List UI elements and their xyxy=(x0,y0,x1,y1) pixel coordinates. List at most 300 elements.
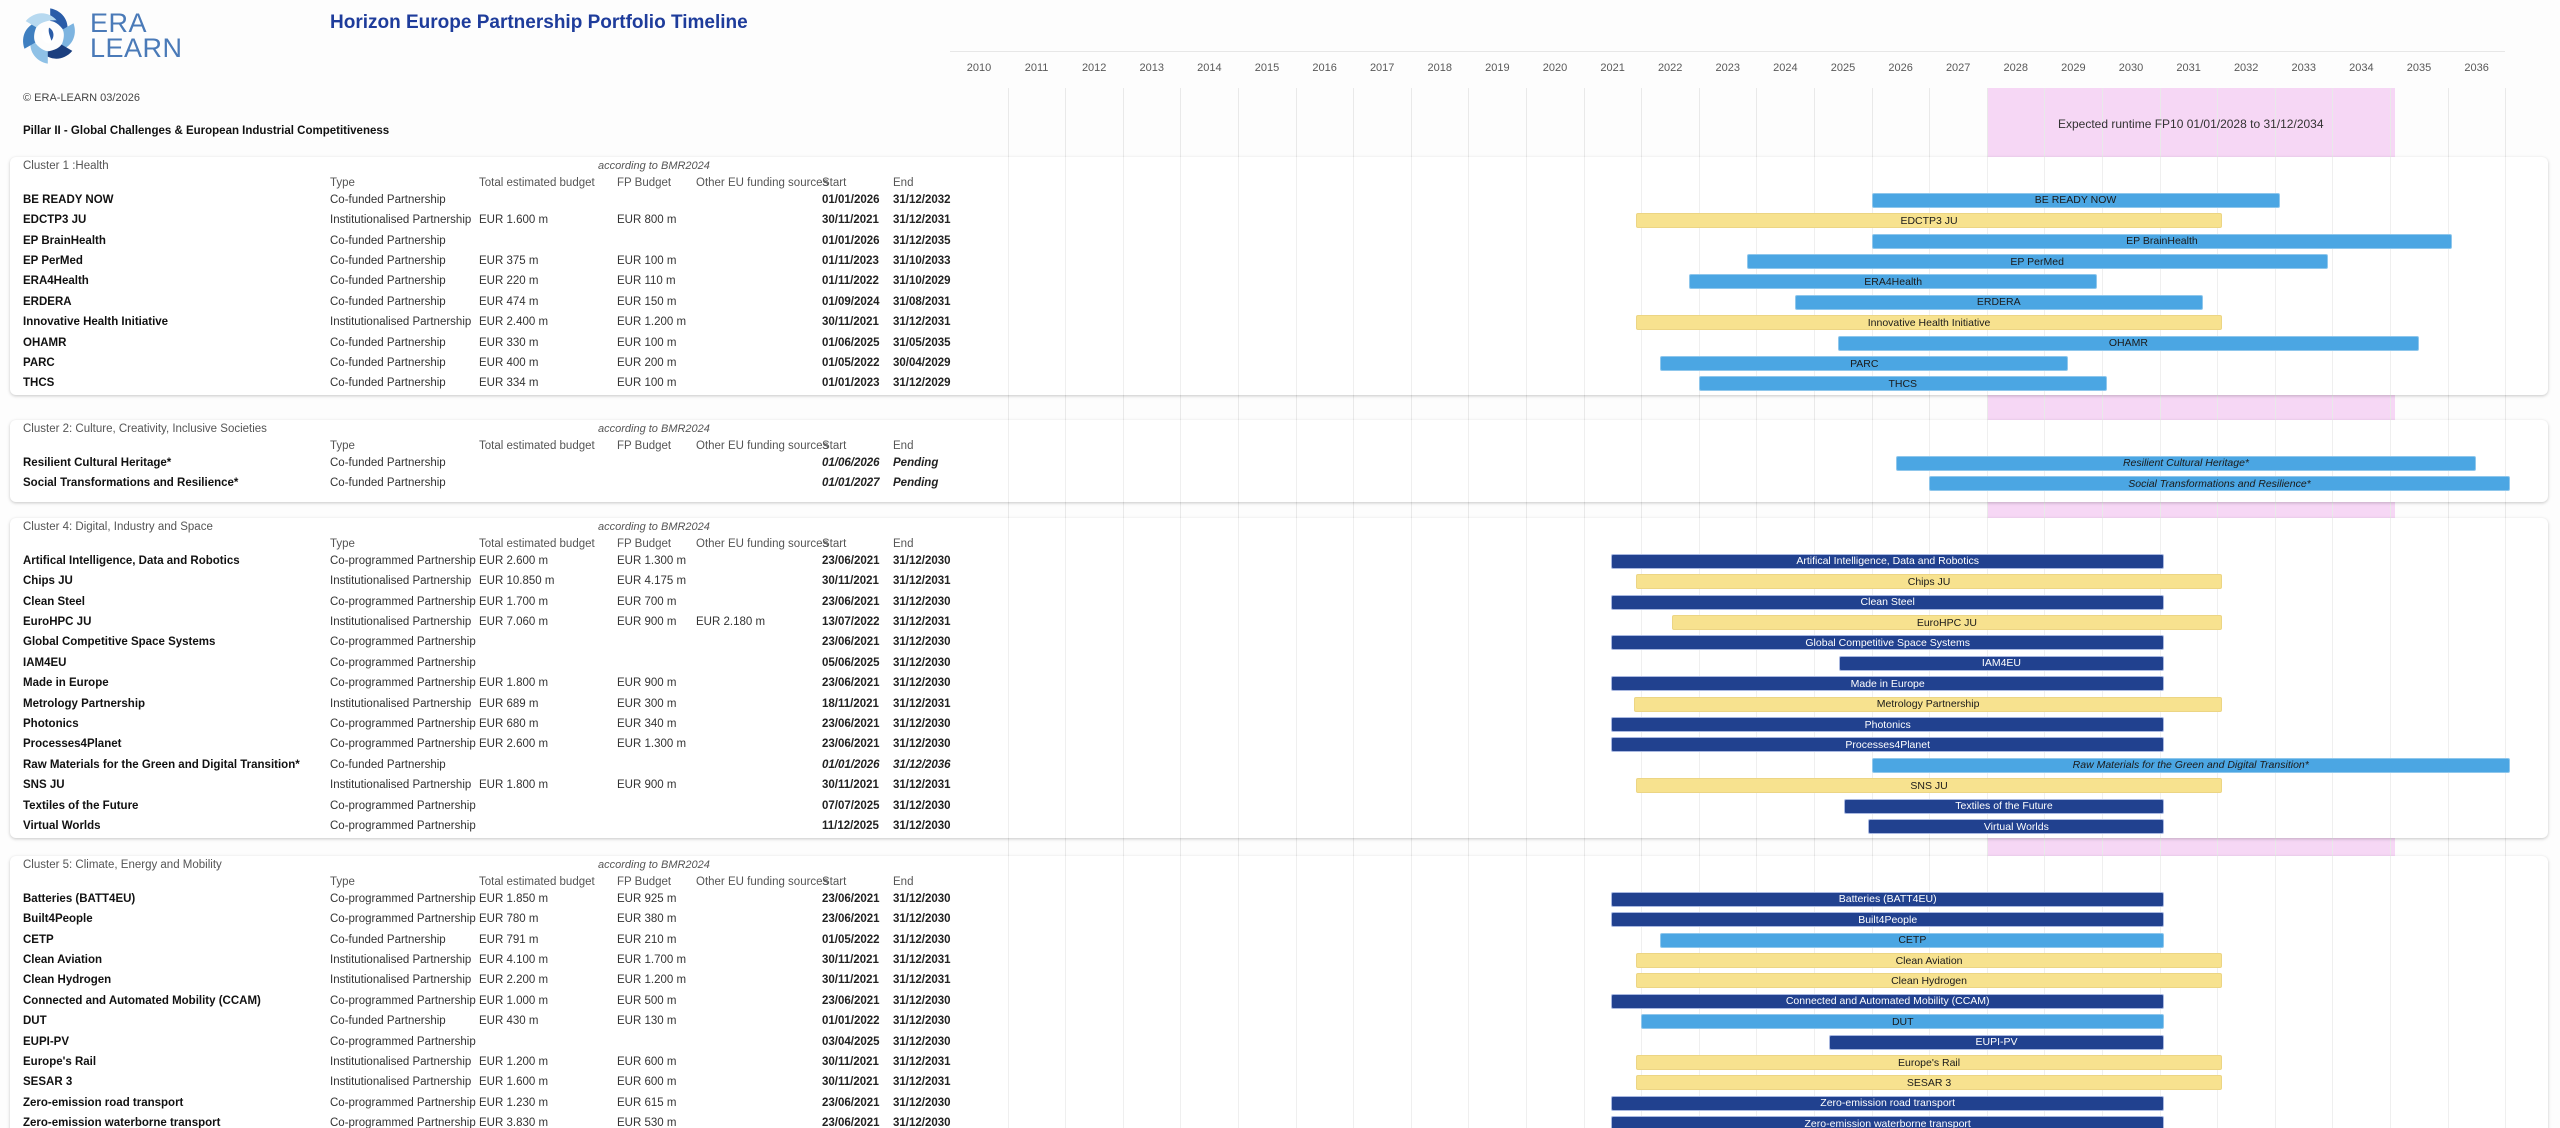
start-date: 01/11/2023 xyxy=(822,255,879,267)
logo-line-1: ERA xyxy=(90,8,148,38)
timeline-bar: Chips JU xyxy=(1636,574,2222,589)
end-date: 31/12/2030 xyxy=(893,554,951,567)
cluster-card xyxy=(10,420,2548,502)
partnership-name: Innovative Health Initiative xyxy=(23,316,169,329)
total-estimated-budget: EUR 375 m xyxy=(479,255,539,267)
partnership-row xyxy=(10,694,2548,715)
timeline-bar: SESAR 3 xyxy=(1636,1075,2222,1090)
end-date: 31/12/2035 xyxy=(893,234,951,247)
partnership-row xyxy=(10,889,2548,910)
partnership-row xyxy=(10,1093,2548,1114)
start-date: 23/06/2021 xyxy=(822,913,880,926)
partnership-row xyxy=(10,612,2548,633)
year-label: 2027 xyxy=(1945,62,1971,74)
start-date: 23/06/2021 xyxy=(822,595,880,608)
end-date: 31/12/2030 xyxy=(893,636,951,649)
cluster-title: Cluster 1 :Health xyxy=(23,160,109,172)
timeline-bar: Connected and Automated Mobility (CCAM) xyxy=(1611,994,2164,1009)
total-estimated-budget: EUR 1.000 m xyxy=(479,994,549,1007)
year-label: 2032 xyxy=(2233,62,2259,74)
end-date: Pending xyxy=(893,477,939,490)
total-estimated-budget: EUR 10.850 m xyxy=(479,575,555,588)
timeline-bar: Built4People xyxy=(1611,912,2164,927)
partnership-type: Co-funded Partnership xyxy=(330,933,446,946)
bmr2024-note: according to BMR2024 xyxy=(598,859,710,871)
total-estimated-budget: EUR 2.200 m xyxy=(479,974,549,987)
fp-budget: EUR 1.200 m xyxy=(617,316,687,329)
partnership-row xyxy=(10,909,2548,930)
fp-budget: EUR 100 m xyxy=(617,255,677,267)
partnership-name: Artifical Intelligence, Data and Robotics xyxy=(23,554,240,567)
timeline-bar: EUPI-PV xyxy=(1829,1035,2165,1050)
partnership-row xyxy=(10,271,2548,292)
partnership-type: Co-programmed Partnership xyxy=(330,677,476,690)
page-title: Horizon Europe Partnership Portfolio Timeline xyxy=(330,12,748,33)
partnership-name: Zero-emission waterborne transport xyxy=(23,1117,221,1128)
partnership-type: Institutionalised Partnership xyxy=(330,974,472,987)
year-label: 2026 xyxy=(1888,62,1913,74)
fp-budget: EUR 600 m xyxy=(617,1076,677,1089)
partnership-type: Co-programmed Partnership xyxy=(330,913,476,926)
column-header-start: Start xyxy=(822,538,847,550)
partnership-type: Co-programmed Partnership xyxy=(330,799,476,812)
start-date: 01/01/2026 xyxy=(822,234,880,247)
end-date: 31/12/2030 xyxy=(893,595,951,608)
end-date: 31/12/2030 xyxy=(893,656,951,669)
total-estimated-budget: EUR 689 m xyxy=(479,697,539,710)
partnership-row xyxy=(10,571,2548,592)
end-date: 30/04/2029 xyxy=(893,357,951,369)
total-estimated-budget: EUR 3.830 m xyxy=(479,1117,549,1128)
timeline-bar: CETP xyxy=(1660,933,2164,948)
partnership-name: Clean Aviation xyxy=(23,954,103,966)
start-date: 23/06/2021 xyxy=(822,738,880,751)
start-date: 30/11/2021 xyxy=(822,954,879,966)
timeline-bar: DUT xyxy=(1641,1014,2164,1029)
partnership-type: Institutionalised Partnership xyxy=(330,1056,472,1068)
partnership-row xyxy=(10,653,2548,674)
end-date: 31/12/2030 xyxy=(893,718,951,730)
end-date: 31/12/2031 xyxy=(893,779,951,792)
timeline-bar: OHAMR xyxy=(1838,336,2419,351)
column-header-type: Type xyxy=(330,440,355,452)
total-estimated-budget: EUR 1.230 m xyxy=(479,1096,549,1109)
end-date: 31/12/2031 xyxy=(893,974,951,987)
end-date: 31/12/2029 xyxy=(893,377,951,390)
column-header-end: End xyxy=(893,177,914,189)
end-date: 31/12/2030 xyxy=(893,1117,951,1128)
total-estimated-budget: EUR 400 m xyxy=(479,357,539,369)
partnership-row xyxy=(10,292,2548,313)
logo-line-2: LEARN xyxy=(90,33,183,63)
partnership-row xyxy=(10,1032,2548,1053)
other-eu-funding: EUR 2.180 m xyxy=(696,616,766,628)
end-date: 31/08/2031 xyxy=(893,295,951,308)
partnership-type: Institutionalised Partnership xyxy=(330,1076,472,1089)
end-date: Pending xyxy=(893,456,939,469)
year-label: 2019 xyxy=(1485,62,1510,74)
timeline-bar: EP PerMed xyxy=(1747,254,2328,269)
column-header-start: Start xyxy=(822,177,847,189)
partnership-name: SNS JU xyxy=(23,779,65,792)
fp-budget: EUR 110 m xyxy=(617,275,676,288)
total-estimated-budget: EUR 1.200 m xyxy=(479,1056,549,1068)
year-label: 2014 xyxy=(1197,62,1222,74)
start-date: 05/06/2025 xyxy=(822,656,880,669)
year-label: 2012 xyxy=(1081,62,1107,74)
column-header-budget: Total estimated budget xyxy=(479,538,595,550)
partnership-name: Built4People xyxy=(23,913,93,926)
partnership-name: OHAMR xyxy=(23,336,67,349)
cluster-title: Cluster 5: Climate, Energy and Mobility xyxy=(23,859,222,871)
start-date: 01/11/2022 xyxy=(822,275,879,288)
partnership-row xyxy=(10,734,2548,755)
start-date: 01/06/2025 xyxy=(822,336,880,349)
fp-budget: EUR 100 m xyxy=(617,336,677,349)
fp-budget: EUR 900 m xyxy=(617,616,677,628)
partnership-row xyxy=(10,673,2548,694)
partnership-row xyxy=(10,551,2548,572)
partnership-type: Co-funded Partnership xyxy=(330,477,446,490)
start-date: 23/06/2021 xyxy=(822,1117,880,1128)
start-date: 23/06/2021 xyxy=(822,1096,880,1109)
timeline-bar: PARC xyxy=(1660,356,2068,371)
end-date: 31/12/2031 xyxy=(893,954,951,966)
start-date: 30/11/2021 xyxy=(822,575,879,588)
column-header-type: Type xyxy=(330,538,355,550)
partnership-name: DUT xyxy=(23,1015,47,1028)
timeline-bar: Virtual Worlds xyxy=(1868,819,2164,834)
cluster-card xyxy=(10,157,2548,395)
partnership-type: Institutionalised Partnership xyxy=(330,954,472,966)
end-date: 31/12/2031 xyxy=(893,316,951,329)
start-date: 23/06/2021 xyxy=(822,718,880,730)
timeline-bar: Photonics xyxy=(1611,717,2164,732)
total-estimated-budget: EUR 1.700 m xyxy=(479,595,549,608)
partnership-row xyxy=(10,190,2548,211)
year-label: 2023 xyxy=(1715,62,1741,74)
timeline-bar: Metrology Partnership xyxy=(1634,697,2222,712)
bmr2024-note: according to BMR2024 xyxy=(598,423,710,435)
timeline-bar: ERA4Health xyxy=(1689,274,2097,289)
partnership-name: PARC xyxy=(23,357,55,369)
timeline-bar: Europe's Rail xyxy=(1636,1055,2222,1070)
partnership-type: Institutionalised Partnership xyxy=(330,697,472,710)
fp-budget: EUR 1.300 m xyxy=(617,554,687,567)
timeline-bar: Processes4Planet xyxy=(1611,737,2164,752)
start-date: 23/06/2021 xyxy=(822,994,880,1007)
cluster-card xyxy=(10,518,2548,838)
fp-budget: EUR 340 m xyxy=(617,718,677,730)
partnership-row xyxy=(10,453,2548,474)
partnership-type: Institutionalised Partnership xyxy=(330,616,472,628)
partnership-type: Co-programmed Partnership xyxy=(330,994,476,1007)
partnership-type: Institutionalised Partnership xyxy=(330,214,472,227)
partnership-row xyxy=(10,1011,2548,1032)
era-learn-swirl-icon xyxy=(18,6,80,66)
total-estimated-budget: EUR 4.100 m xyxy=(479,954,549,966)
fp10-band-caption: Expected runtime FP10 01/01/2028 to 31/12/2034 xyxy=(2057,117,2324,131)
cluster-title: Cluster 2: Culture, Creativity, Inclusive Societies xyxy=(23,423,267,435)
column-header-type: Type xyxy=(330,177,355,189)
partnership-name: SESAR 3 xyxy=(23,1076,73,1089)
partnership-type: Co-programmed Partnership xyxy=(330,718,476,730)
partnership-type: Institutionalised Partnership xyxy=(330,779,472,792)
partnership-name: Resilient Cultural Heritage* xyxy=(23,456,172,469)
column-header-other: Other EU funding sources xyxy=(696,177,829,189)
partnership-row xyxy=(10,714,2548,735)
fp-budget: EUR 380 m xyxy=(617,913,677,926)
timeline-bar: Resilient Cultural Heritage* xyxy=(1896,456,2477,471)
start-date: 30/11/2021 xyxy=(822,316,879,329)
year-label: 2018 xyxy=(1427,62,1453,74)
partnership-type: Co-programmed Partnership xyxy=(330,1096,476,1109)
total-estimated-budget: EUR 220 m xyxy=(479,275,539,288)
timeline-bar: Made in Europe xyxy=(1611,676,2164,691)
start-date: 01/01/2027 xyxy=(822,477,880,490)
column-header-fp: FP Budget xyxy=(617,440,672,452)
partnership-row xyxy=(10,930,2548,951)
end-date: 31/12/2036 xyxy=(893,758,951,771)
timeline-bar: EDCTP3 JU xyxy=(1636,213,2222,228)
year-label: 2036 xyxy=(2464,62,2489,74)
total-estimated-budget: EUR 1.600 m xyxy=(479,214,549,227)
start-date: 01/01/2022 xyxy=(822,1015,880,1028)
timeline-bar: Zero-emission waterborne transport xyxy=(1611,1116,2164,1128)
partnership-row xyxy=(10,231,2548,252)
partnership-name: BE READY NOW xyxy=(23,193,114,206)
timeline-bar: Clean Aviation xyxy=(1636,953,2222,968)
year-label: 2013 xyxy=(1139,62,1165,74)
column-header-fp: FP Budget xyxy=(617,177,672,189)
total-estimated-budget: EUR 1.850 m xyxy=(479,892,549,905)
fp-budget: EUR 700 m xyxy=(617,595,677,608)
timeline-bar: Artifical Intelligence, Data and Robotics xyxy=(1611,554,2164,569)
column-header-other: Other EU funding sources xyxy=(696,876,829,888)
partnership-type: Co-funded Partnership xyxy=(330,275,446,288)
start-date: 01/05/2022 xyxy=(822,933,880,946)
partnership-type: Co-programmed Partnership xyxy=(330,1117,476,1128)
end-date: 31/12/2031 xyxy=(893,1076,951,1089)
partnership-row xyxy=(10,775,2548,796)
fp-budget: EUR 530 m xyxy=(617,1117,677,1128)
partnership-type: Co-funded Partnership xyxy=(330,377,446,390)
partnership-type: Institutionalised Partnership xyxy=(330,575,472,588)
total-estimated-budget: EUR 2.600 m xyxy=(479,738,549,751)
end-date: 31/12/2030 xyxy=(893,1035,951,1048)
timeline-bar: BE READY NOW xyxy=(1872,193,2280,208)
timeline-bar: Zero-emission road transport xyxy=(1611,1096,2164,1111)
column-header-other: Other EU funding sources xyxy=(696,440,829,452)
era-learn-logo[interactable] xyxy=(18,6,183,66)
partnership-name: Processes4Planet xyxy=(23,738,122,751)
column-header-start: Start xyxy=(822,876,847,888)
partnership-type: Institutionalised Partnership xyxy=(330,316,472,329)
total-estimated-budget: EUR 2.600 m xyxy=(479,554,549,567)
start-date: 01/01/2026 xyxy=(822,193,880,206)
partnership-row xyxy=(10,1113,2548,1128)
logo-wordmark xyxy=(90,8,183,63)
fp-budget: EUR 300 m xyxy=(617,697,677,710)
start-date: 07/07/2025 xyxy=(822,799,880,812)
copyright-note: © ERA-LEARN 03/2026 xyxy=(23,92,140,104)
partnership-name: Global Competitive Space Systems xyxy=(23,636,216,649)
total-estimated-budget: EUR 2.400 m xyxy=(479,316,549,329)
partnership-row xyxy=(10,473,2548,494)
timeline-bar: Raw Materials for the Green and Digital Transition* xyxy=(1872,758,2510,773)
partnership-row xyxy=(10,312,2548,333)
total-estimated-budget: EUR 474 m xyxy=(479,295,539,308)
column-header-type: Type xyxy=(330,876,355,888)
fp-budget: EUR 500 m xyxy=(617,994,677,1007)
start-date: 23/06/2021 xyxy=(822,892,880,905)
partnership-type: Co-funded Partnership xyxy=(330,1015,446,1028)
year-label: 2029 xyxy=(2061,62,2086,74)
year-label: 2017 xyxy=(1369,62,1395,74)
start-date: 30/11/2021 xyxy=(822,1056,879,1068)
timeline-bar: EuroHPC JU xyxy=(1672,615,2222,630)
partnership-type: Co-funded Partnership xyxy=(330,336,446,349)
year-label: 2015 xyxy=(1254,62,1280,74)
end-date: 31/12/2030 xyxy=(893,933,951,946)
start-date: 01/01/2023 xyxy=(822,377,880,390)
end-date: 31/12/2031 xyxy=(893,575,951,588)
timeline-bar: ERDERA xyxy=(1795,295,2203,310)
partnership-type: Co-funded Partnership xyxy=(330,295,446,308)
end-date: 31/12/2030 xyxy=(893,1015,951,1028)
end-date: 31/12/2030 xyxy=(893,799,951,812)
year-label: 2025 xyxy=(1830,62,1856,74)
partnership-name: EDCTP3 JU xyxy=(23,214,87,227)
partnership-name: EP PerMed xyxy=(23,255,83,267)
partnership-type: Co-programmed Partnership xyxy=(330,892,476,905)
partnership-type: Co-programmed Partnership xyxy=(330,656,476,669)
timeline-bar: SNS JU xyxy=(1636,778,2222,793)
fp-budget: EUR 615 m xyxy=(617,1096,677,1109)
fp-budget: EUR 100 m xyxy=(617,377,677,390)
partnership-name: THCS xyxy=(23,377,55,390)
end-date: 31/12/2030 xyxy=(893,892,951,905)
total-estimated-budget: EUR 7.060 m xyxy=(479,616,549,628)
timeline-bar: Innovative Health Initiative xyxy=(1636,315,2222,330)
end-date: 31/12/2030 xyxy=(893,820,951,832)
start-date: 23/06/2021 xyxy=(822,636,880,649)
partnership-type: Co-funded Partnership xyxy=(330,255,446,267)
end-date: 31/12/2030 xyxy=(893,994,951,1007)
end-date: 31/12/2031 xyxy=(893,214,951,227)
timeline-bar: Textiles of the Future xyxy=(1844,799,2165,814)
year-label: 2016 xyxy=(1312,62,1337,74)
year-label: 2011 xyxy=(1024,62,1049,74)
start-date: 30/11/2021 xyxy=(822,1076,879,1089)
partnership-row xyxy=(10,970,2548,991)
year-label: 2010 xyxy=(966,62,992,74)
partnership-row xyxy=(10,373,2548,394)
start-date: 01/06/2026 xyxy=(822,456,880,469)
partnership-name: ERA4Health xyxy=(23,275,89,288)
end-date: 31/10/2029 xyxy=(893,275,951,288)
column-header-fp: FP Budget xyxy=(617,538,672,550)
start-date: 13/07/2022 xyxy=(822,616,880,628)
timeline-bar: IAM4EU xyxy=(1839,656,2165,671)
partnership-row xyxy=(10,353,2548,374)
bmr2024-note: according to BMR2024 xyxy=(598,160,710,172)
pillar-heading: Pillar II - Global Challenges & European Industrial Competitiveness xyxy=(23,125,390,137)
start-date: 30/11/2021 xyxy=(822,974,879,987)
end-date: 31/12/2030 xyxy=(893,913,951,926)
timeline-bar: Clean Hydrogen xyxy=(1636,973,2222,988)
year-label: 2021 xyxy=(1600,62,1625,74)
fp-budget: EUR 1.300 m xyxy=(617,738,687,751)
partnership-name: Raw Materials for the Green and Digital Transition* xyxy=(23,758,300,771)
partnership-type: Co-funded Partnership xyxy=(330,193,446,206)
partnership-row xyxy=(10,1072,2548,1093)
total-estimated-budget: EUR 1.600 m xyxy=(479,1076,549,1089)
partnership-name: EP BrainHealth xyxy=(23,234,106,247)
partnership-type: Co-funded Partnership xyxy=(330,357,446,369)
partnership-row xyxy=(10,816,2548,837)
fp-budget: EUR 1.200 m xyxy=(617,974,687,987)
start-date: 23/06/2021 xyxy=(822,677,880,690)
fp-budget: EUR 210 m xyxy=(617,933,677,946)
partnership-row xyxy=(10,991,2548,1012)
start-date: 01/05/2022 xyxy=(822,357,880,369)
partnership-name: ERDERA xyxy=(23,295,72,308)
partnership-name: Connected and Automated Mobility (CCAM) xyxy=(23,994,261,1007)
fp-budget: EUR 1.700 m xyxy=(617,954,687,966)
start-date: 01/01/2026 xyxy=(822,758,880,771)
partnership-row xyxy=(10,333,2548,354)
partnership-type: Co-programmed Partnership xyxy=(330,595,476,608)
column-header-start: Start xyxy=(822,440,847,452)
timeline-bar: EP BrainHealth xyxy=(1872,234,2453,249)
year-label: 2034 xyxy=(2349,62,2374,74)
partnership-row xyxy=(10,210,2548,231)
partnership-row xyxy=(10,1052,2548,1073)
column-header-budget: Total estimated budget xyxy=(479,177,595,189)
start-date: 23/06/2021 xyxy=(822,554,880,567)
end-date: 31/12/2031 xyxy=(893,697,951,710)
partnership-name: Batteries (BATT4EU) xyxy=(23,892,136,905)
partnership-name: Social Transformations and Resilience* xyxy=(23,477,239,490)
partnership-row xyxy=(10,796,2548,817)
partnership-type: Co-programmed Partnership xyxy=(330,738,476,751)
start-date: 03/04/2025 xyxy=(822,1035,880,1048)
fp-budget: EUR 150 m xyxy=(617,295,677,308)
total-estimated-budget: EUR 430 m xyxy=(479,1015,539,1028)
partnership-name: Chips JU xyxy=(23,575,73,588)
column-header-end: End xyxy=(893,538,914,550)
fp-budget: EUR 900 m xyxy=(617,779,677,792)
partnership-name: IAM4EU xyxy=(23,656,67,669)
partnership-name: Photonics xyxy=(23,718,79,730)
year-label: 2035 xyxy=(2406,62,2432,74)
partnership-type: Co-funded Partnership xyxy=(330,456,446,469)
end-date: 31/10/2033 xyxy=(893,255,951,267)
partnership-name: Made in Europe xyxy=(23,677,109,690)
start-date: 11/12/2025 xyxy=(822,820,879,832)
partnership-name: Clean Hydrogen xyxy=(23,974,112,987)
partnership-type: Co-programmed Partnership xyxy=(330,554,476,567)
total-estimated-budget: EUR 334 m xyxy=(479,377,539,390)
end-date: 31/05/2035 xyxy=(893,336,951,349)
timeline-bar: Clean Steel xyxy=(1611,595,2164,610)
column-header-other: Other EU funding sources xyxy=(696,538,829,550)
end-date: 31/12/2032 xyxy=(893,193,951,206)
partnership-type: Co-funded Partnership xyxy=(330,758,446,771)
cluster-title: Cluster 4: Digital, Industry and Space xyxy=(23,521,213,533)
partnership-row xyxy=(10,632,2548,653)
